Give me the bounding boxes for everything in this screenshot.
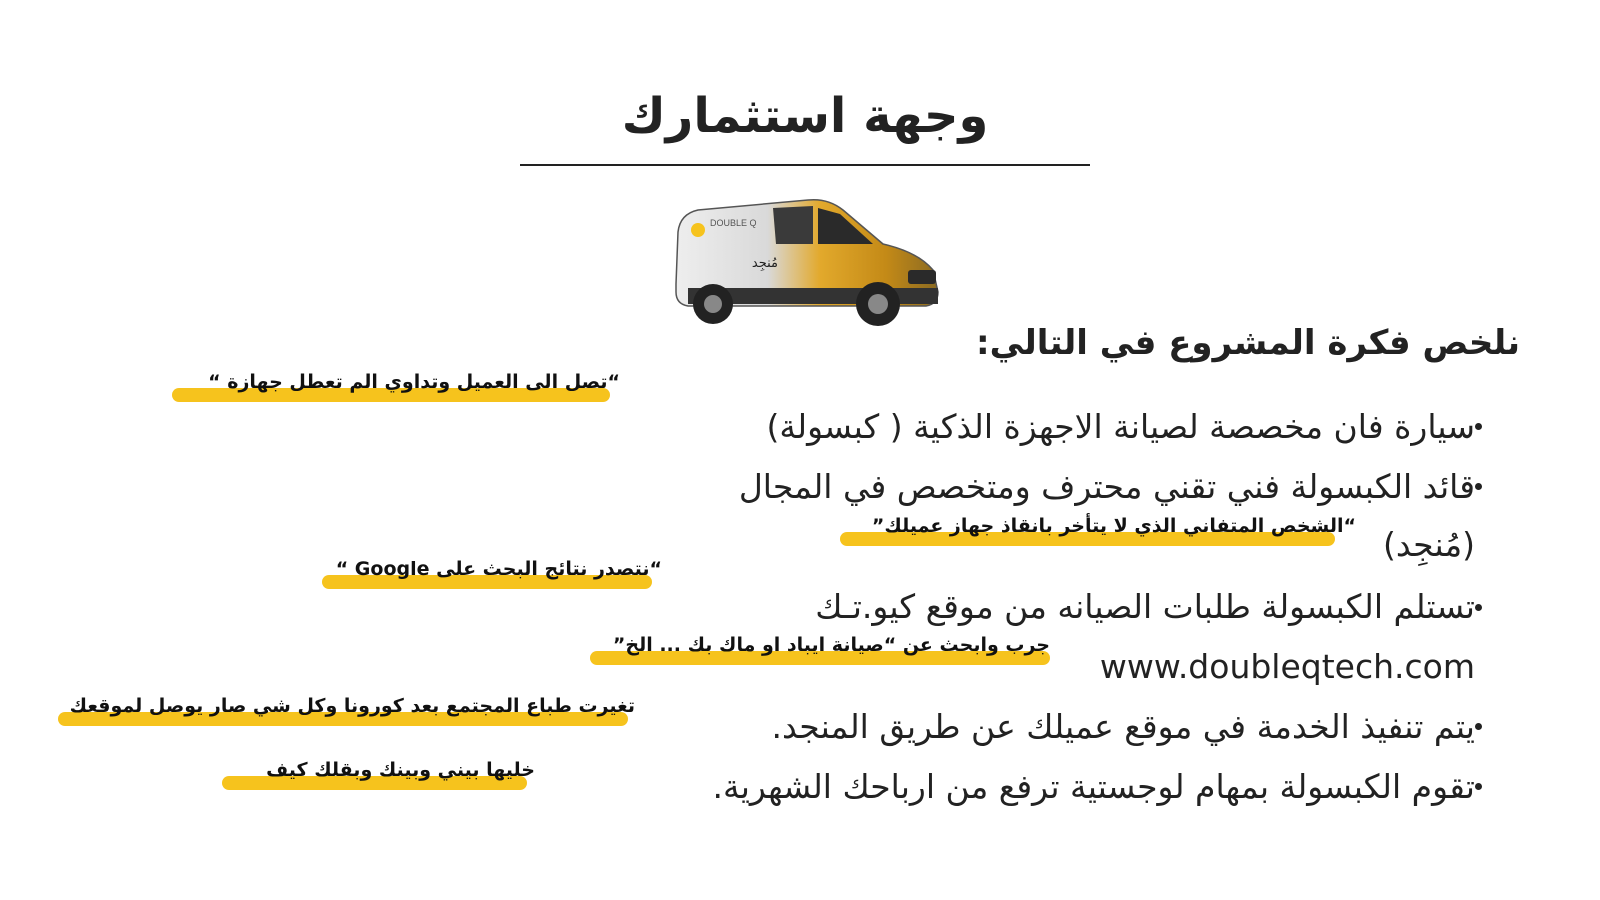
bullet-2-line-1: قائد الكبسولة فني تقني محترف ومتخصص في المجال xyxy=(738,467,1475,506)
note-4: جرب وابحث عن “صيانة ايباد او ماك بك ... الخ” xyxy=(612,634,1050,656)
note-1: “تصل الى العميل وتداوي الم تعطل جهازة “ xyxy=(208,371,620,393)
bullet-3-dot xyxy=(1475,604,1482,611)
bullet-2-dot xyxy=(1475,483,1482,490)
note-3: “نتصدر نتائج البحث على Google “ xyxy=(335,558,662,580)
bullet-4-line-1: يتم تنفيذ الخدمة في موقع عميلك عن طريق المنجد. xyxy=(771,707,1475,746)
note-2: “الشخص المتفاني الذي لا يتأخر بانقاذ جهاز عميلك” xyxy=(871,515,1356,537)
slide-title: وجهة استثمارك xyxy=(621,88,989,144)
note-6: خليها بيني وبينك وبقلك كيف xyxy=(266,759,535,781)
bullet-5-dot xyxy=(1475,783,1482,790)
bullet-3-line-2: www.doubleqtech.com xyxy=(1099,647,1475,686)
bullet-5-line-1: تقوم الكبسولة بمهام لوجستية ترفع من ارباحك الشهرية. xyxy=(712,767,1475,806)
bullet-1-dot xyxy=(1475,423,1482,430)
bullet-3-line-1: تستلم الكبسولة طلبات الصيانه من موقع كيو.تـك xyxy=(815,587,1475,626)
bullet-2-line-2: (مُنجِد) xyxy=(1382,525,1475,564)
van-image xyxy=(668,192,950,332)
bullet-1-line-1: سيارة فان مخصصة لصيانة الاجهزة الذكية ( كبسولة) xyxy=(766,407,1475,446)
title-underline xyxy=(520,164,1090,166)
van-brand-text: DOUBLE Q xyxy=(710,218,757,228)
subtitle: نلخص فكرة المشروع في التالي: xyxy=(976,323,1520,363)
van-side-text: مُنجِد xyxy=(751,256,778,271)
bullet-4-dot xyxy=(1475,723,1482,730)
note-5: تغيرت طباع المجتمع بعد كورونا وكل شي صار يوصل لموقعك xyxy=(69,695,635,717)
